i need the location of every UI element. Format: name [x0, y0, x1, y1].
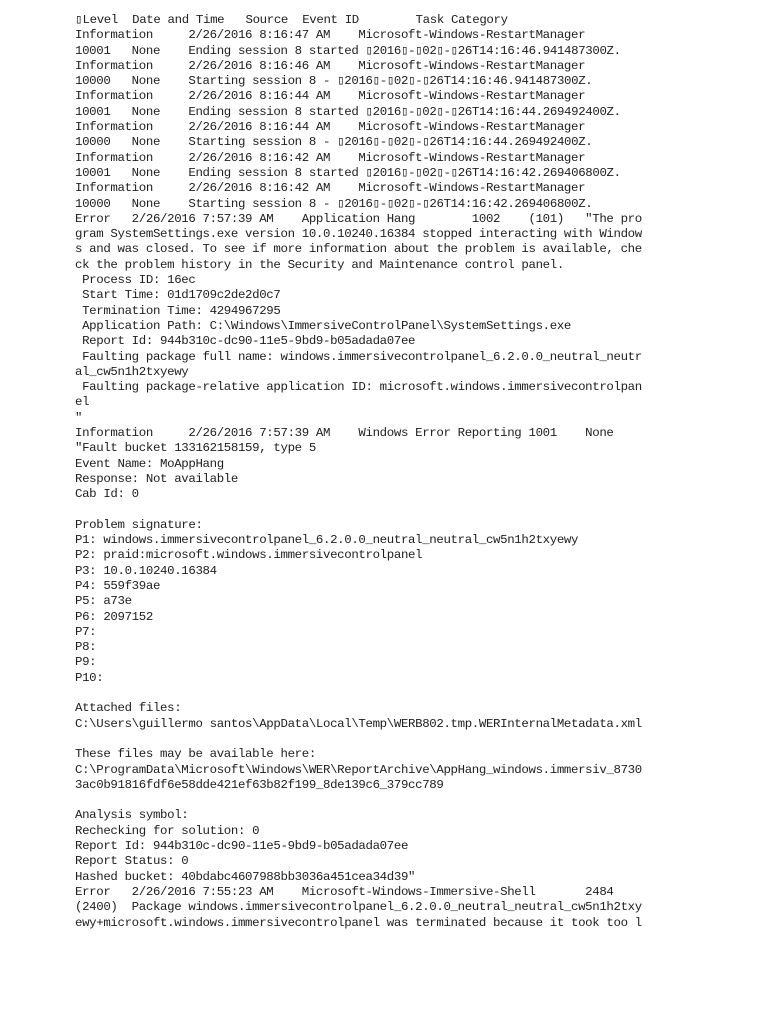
- log-line: gram SystemSettings.exe version 10.0.10240.16384 stopped interacting with Window: [75, 227, 642, 242]
- log-line: P1: windows.immersivecontrolpanel_6.2.0.0_neutral_neutral_cw5n1h2txyewy: [75, 533, 579, 548]
- log-line: P7:: [75, 624, 97, 639]
- log-line: Problem signature:: [75, 517, 203, 532]
- log-line: P5: a73e: [75, 594, 132, 609]
- log-line: s and was closed. To see if more information about the problem is available, che: [75, 242, 642, 257]
- log-line: Report Id: 944b310c-dc90-11e5-9bd9-b05adada07ee: [75, 839, 409, 854]
- log-line: Report Status: 0: [75, 854, 189, 869]
- log-line: Information 2/26/2016 8:16:44 AM Microsoft-Windows-RestartManager: [75, 120, 586, 135]
- log-line: Response: Not available: [75, 471, 238, 486]
- log-line: Hashed bucket: 40bdabc4607988bb3036a451cea34d39": [75, 869, 416, 884]
- log-line: 10000 None Starting session 8 - ▯2016▯-▯02▯-▯26T14:16:44.269492400Z.: [75, 135, 593, 150]
- log-line: Faulting package full name: windows.immersivecontrolpanel_6.2.0.0_neutral_neutr: [75, 349, 642, 364]
- log-line: P2: praid:microsoft.windows.immersivecontrolpanel: [75, 548, 423, 563]
- log-line: 10001 None Ending session 8 started ▯2016▯-▯02▯-▯26T14:16:46.941487300Z.: [75, 43, 621, 58]
- log-line: Attached files:: [75, 701, 182, 716]
- log-line: "Fault bucket 133162158159, type 5: [75, 441, 316, 456]
- log-line: ": [75, 410, 83, 425]
- log-line: Termination Time: 4294967295: [75, 303, 281, 318]
- log-line: These files may be available here:: [75, 747, 316, 762]
- log-line: Start Time: 01d1709c2de2d0c7: [75, 288, 281, 303]
- log-line: P6: 2097152: [75, 609, 153, 624]
- log-line: 10000 None Starting session 8 - ▯2016▯-▯02▯-▯26T14:16:42.269406800Z.: [75, 196, 593, 211]
- log-line: C:\ProgramData\Microsoft\Windows\WER\ReportArchive\AppHang_windows.immersiv_8730: [75, 762, 642, 777]
- log-line: [75, 793, 755, 808]
- log-line: el: [75, 395, 90, 410]
- log-line: (2400) Package windows.immersivecontrolpanel_6.2.0.0_neutral_neutral_cw5n1h2txy: [75, 900, 642, 915]
- log-line: Information 2/26/2016 8:16:42 AM Microsoft-Windows-RestartManager: [75, 150, 586, 165]
- log-line: [75, 686, 755, 701]
- log-line: Analysis symbol:: [75, 808, 189, 823]
- log-line: P8:: [75, 640, 97, 655]
- log-line: 10000 None Starting session 8 - ▯2016▯-▯02▯-▯26T14:16:46.941487300Z.: [75, 74, 593, 89]
- log-line: al_cw5n1h2txyewy: [75, 364, 189, 379]
- log-line: [75, 503, 755, 518]
- log-line: Event Name: MoAppHang: [75, 456, 224, 471]
- log-line: Faulting package-relative application ID: microsoft.windows.immersivecontrolpan: [75, 380, 642, 395]
- log-line: 10001 None Ending session 8 started ▯2016▯-▯02▯-▯26T14:16:42.269406800Z.: [75, 165, 621, 180]
- log-line: ck the problem history in the Security and Maintenance control panel.: [75, 257, 564, 272]
- log-line: Cab Id: 0: [75, 487, 139, 502]
- log-line: Application Path: C:\Windows\ImmersiveControlPanel\SystemSettings.exe: [75, 318, 571, 333]
- log-line: P3: 10.0.10240.16384: [75, 563, 217, 578]
- log-line: Report Id: 944b310c-dc90-11e5-9bd9-b05adada07ee: [75, 334, 416, 349]
- log-line: 10001 None Ending session 8 started ▯2016▯-▯02▯-▯26T14:16:44.269492400Z.: [75, 104, 621, 119]
- log-line: P9:: [75, 655, 97, 670]
- log-line: Information 2/26/2016 8:16:42 AM Microsoft-Windows-RestartManager: [75, 181, 586, 196]
- event-log-text: [75, 13, 755, 931]
- log-line: ewy+microsoft.windows.immersivecontrolpanel was terminated because it took too l: [75, 915, 642, 930]
- log-line: Information 2/26/2016 7:57:39 AM Windows Error Reporting 1001 None: [75, 426, 614, 441]
- log-line: Information 2/26/2016 8:16:44 AM Microsoft-Windows-RestartManager: [75, 89, 586, 104]
- log-line: ▯ Level Date and Time Source Event ID Task Category: [75, 13, 508, 27]
- log-line: C:\Users\guillermo santos\AppData\Local\Temp\WERB802.tmp.WERInternalMetadata.xml: [75, 716, 642, 731]
- log-line: Information 2/26/2016 8:16:47 AM Microsoft-Windows-RestartManager: [75, 28, 586, 43]
- log-line: Information 2/26/2016 8:16:46 AM Microsoft-Windows-RestartManager: [75, 58, 586, 73]
- log-line: Error 2/26/2016 7:57:39 AM Application Hang 1002 (101) "The pro: [75, 211, 642, 226]
- log-line: P4: 559f39ae: [75, 578, 161, 593]
- log-line: P10:: [75, 670, 104, 685]
- log-line: Rechecking for solution: 0: [75, 823, 260, 838]
- log-line: 3ac0b91816fdf6e58dde421ef63b82f199_8de139c6_379cc789: [75, 777, 444, 792]
- log-line: Error 2/26/2016 7:55:23 AM Microsoft-Windows-Immersive-Shell 2484: [75, 884, 614, 899]
- log-line: [75, 732, 755, 747]
- log-line: Process ID: 16ec: [75, 273, 196, 288]
